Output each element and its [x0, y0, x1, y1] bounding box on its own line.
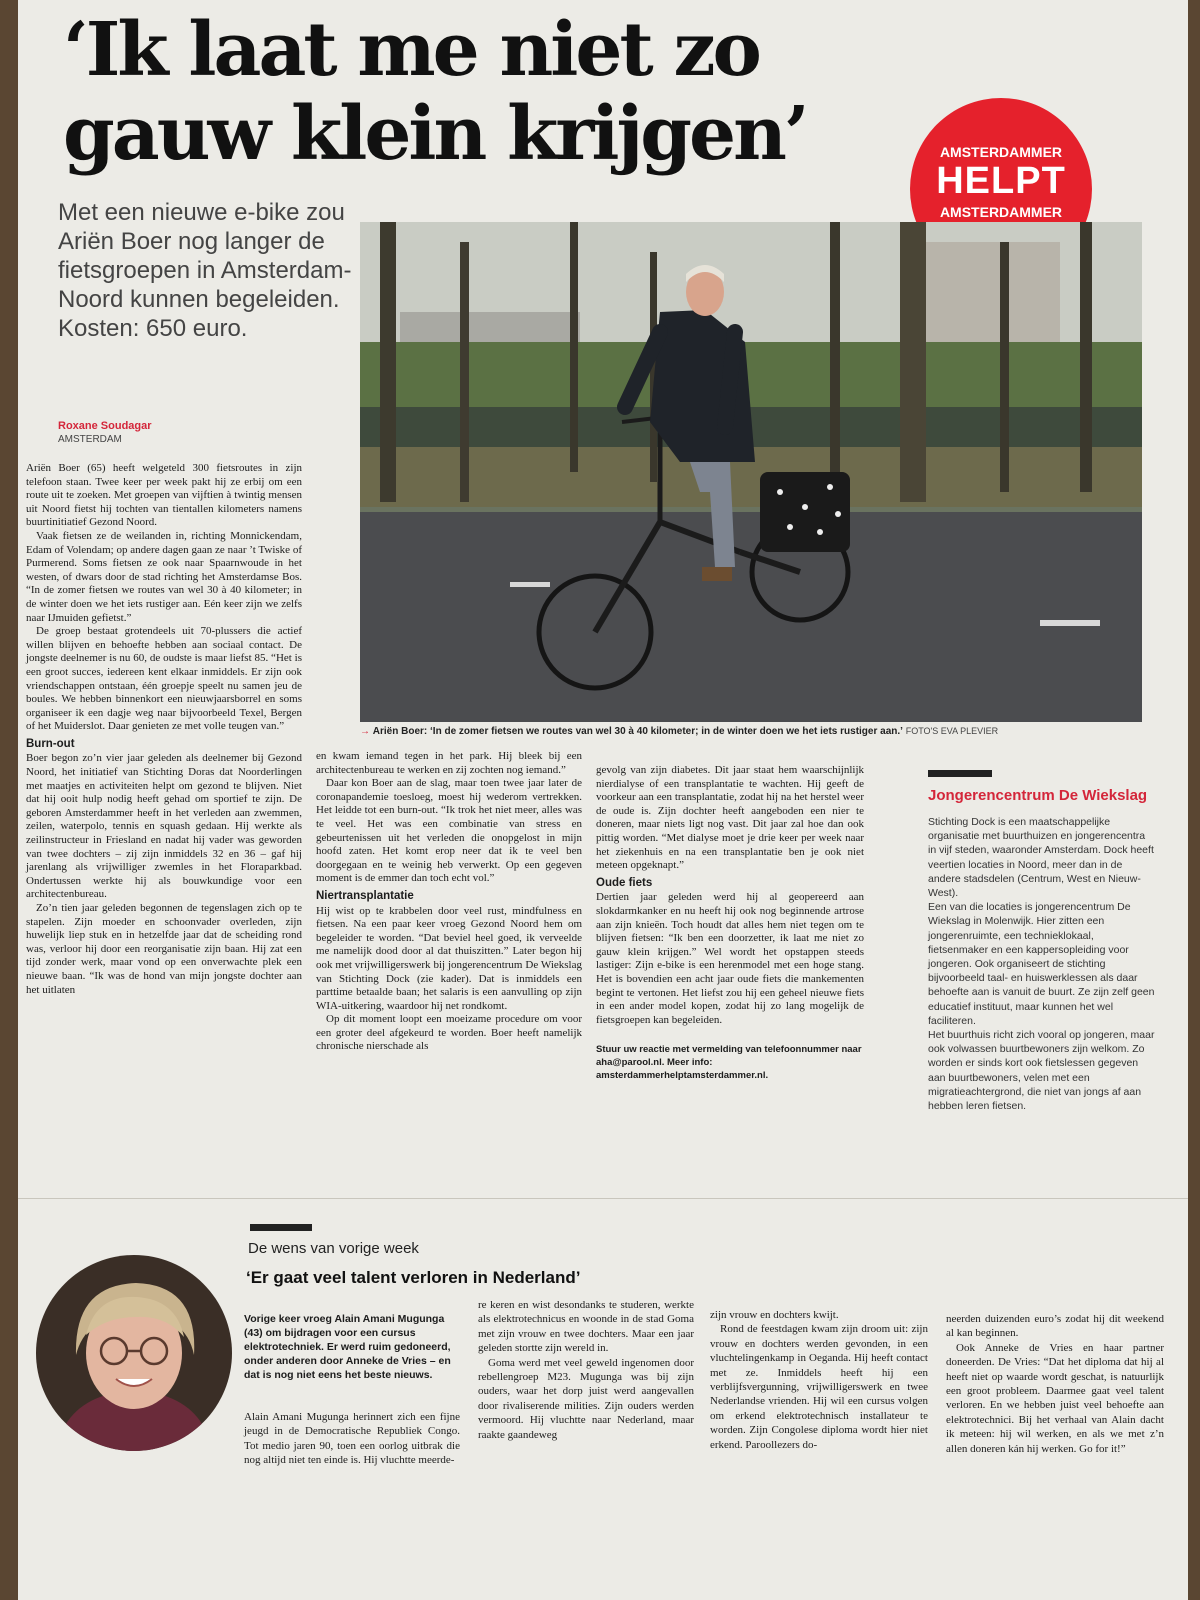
article-paragraph: Ariën Boer (65) heeft welgeteld 300 fietsroutes in zijn telefoon staan. Twee keer per week pakt hij ze erbij om een route uit te zoeken. Met groepen van vijftien à twintig mensen uit Noord fietst hij tochten van tientallen kilometers namens buurtinitiatief Gezond Noord.: [26, 462, 302, 529]
sidebar-box: [928, 770, 1156, 1113]
caption-arrow-icon: →: [360, 726, 370, 737]
article-paragraph: Boer begon zo’n vier jaar geleden als deelnemer bij Gezond Noord, het initiatief van Stichting Doras dat Noorderlingen met maatjes en activiteiten helpt om gezond te blijven. Niet dat hij ooit hulp nodig heeft gehad om sportief te zijn. De geboren Amsterdammer heeft in het verleden aan zwemmen, zeilen, waterpolo, tennis en squash gedaan. Hij werkte als zeilinstructeur in Friesland en nadat hij vader was geworden van twee dochters – zij zijn inmiddels 32 en 36 – gaf hij jarenlang als vrijwilliger zwemles in het Floraparkbad. Ondertussen werkte hij als bouwkundige voor een architectenbureau.: [26, 752, 302, 901]
section-divider: [18, 1198, 1188, 1199]
wens-paragraph: Rond de feestdagen kwam zijn droom uit: zijn vrouw en dochters werden gevonden, in een vluchtelingenkamp in Oeganda. Hij heeft contact met ze. Inmiddels heeft hij een verblijfsvergunning, vrijwilligerswerk en twee Nederlandse vrienden. Hij wil een cursus volgen om erkend elektrotechnisch installateur te worden. Zijn Congolese diploma wordt hier niet erkend. Paroollezers do-: [710, 1323, 928, 1451]
article-paragraph: Zo’n tien jaar geleden begonnen de tegenslagen zich op te stapelen. Zijn moeder en schoonvader overleden, zijn huwelijk liep stuk en in hetzelfde jaar dat de scheiding rond was, verloor hij door een reorganisatie zijn baan. Hij zat een tijd zonder werk, maar vond op een onverwachte plek een nieuwe baan. “Ik was de hond van mijn jongste dochter aan het uitlaten: [26, 902, 302, 996]
article-paragraph: en kwam iemand tegen in het park. Hij bleek bij een architectenbureau te werken en zij zochten nog iemand.”: [316, 750, 582, 776]
article-column-2: [316, 750, 582, 1054]
byline-author: Roxane Soudagar: [58, 420, 152, 432]
cyclist-photo-illustration: [360, 222, 1142, 722]
article-column-1: [26, 462, 302, 997]
photo-caption: [360, 726, 1142, 737]
wens-title: ‘Er gaat veel talent verloren in Nederland’: [246, 1268, 581, 1287]
portrait-illustration: [36, 1255, 232, 1451]
badge-line-1: AMSTERDAMMER: [939, 144, 1063, 160]
subheading-oude-fiets: Oude fiets: [596, 876, 653, 889]
article-paragraph: Hij wist op te krabbelen door veel rust, mindfulness en fietsen. Na een paar keer vroeg Gezond Noord hem om begeleider te worden. “Dat beviel heel goed, ik verveelde me namelijk dood door al dat thuiszitten.” Later begon hij ook met vrijwilligerswerk bij jongerencentrum De Wiekslag van Stichting Dock (zie kader). Dat is inmiddels een parttime betaalde baan; het salaris is een aanvulling op zijn WIA-uitkering, waardoor hij net rondkomt.: [316, 904, 582, 1012]
byline: [58, 420, 152, 445]
wens-paragraph: Goma werd met veel geweld ingenomen door rebellengroep M23. Mugunga was bij zijn ouders, waar het dorp juist werd aangevallen door rivaliserende milities. Zijn ouders werden vermoord. Hij vluchtte naar Nederland, maar raakte gaandeweg: [478, 1356, 694, 1441]
subheading-niertransplantatie: Niertransplantatie: [316, 889, 414, 902]
caption-text: Ariën Boer: ‘In de zomer fietsen we routes van wel 30 à 40 kilometer; in de winter doen we het iets rustiger aan.’: [372, 726, 903, 737]
byline-place: AMSTERDAM: [58, 434, 122, 445]
subheading-burn-out: Burn-out: [26, 737, 75, 750]
wens-paragraph: Ook Anneke de Vries en haar partner doneerden. De Vries: “Dat het diploma dat hij al heeft niet op waarde wordt geschat, is natuurlijk een groot probleem. Daarmee gaat veel talent verloren. En we hebben juist veel behoefte aan elektrotechnici. Bij het verhaal van Alain dacht ik meteen: hij wil werken, en als we met z’n allen doneren kán hij werken. Go for it!”: [946, 1341, 1164, 1455]
sidebar-box-paragraph: Stichting Dock is een maatschappelijke organisatie met buurthuizen en jongerencentra in vijf steden, waaronder Amsterdam. Dock heeft veertien locaties in Noord, meer dan in de andere stadsdelen (Centrum, West en Nieuw-West).: [928, 816, 1154, 900]
wens-column-2: [478, 1298, 694, 1442]
article-paragraph: De groep bestaat grotendeels uit 70-plussers die actief willen blijven en behoefte hebben aan sociaal contact. De jongste deelnemer is nu 60, de oudste is maar liefst 85. “Het is een groot succes, iedereen kent elkaar inmiddels. Er zijn ook vriendschappen ontstaan, één groepje speelt nu samen jeu de boules. We hebben binnenkort een nieuwjaarsborrel en soms organiseer ik een dagje weg naar bijvoorbeeld Texel, Bergen of het Muiderslot. Daar genieten ze met volle teugen van.”: [26, 625, 302, 733]
photo-credit: FOTO'S EVA PLEVIER: [905, 726, 999, 736]
cyclist-photo: [360, 222, 1142, 722]
article-column-3: [596, 764, 864, 1082]
sidebar-box-paragraph: Een van die locaties is jongerencentrum De Wiekslag in Molenwijk. Hier zitten een jongerenruimte, een technieklokaal, fietsenmaker en een kappersopleiding voor jongeren. Ook organiseert de stichting bijvoorbeeld taal- en huiswerklessen als daar behoefte aan is vanuit de buurt. Ze zijn zelf geen educatief instituut, maar kunnen het wel faciliteren.: [928, 901, 1155, 1027]
wens-paragraph: neerden duizenden euro’s zodat hij dit weekend al kan beginnen.: [946, 1313, 1164, 1340]
contact-note: Stuur uw reactie met vermelding van telefoonnummer naar aha@parool.nl. Meer info: amsterdammerhelptamsterdammer.nl.: [596, 1044, 862, 1082]
sidebar-box-paragraph: Het buurthuis richt zich vooral op jongeren, maar ook volwassen buurtbewoners zijn welkom. Zo worden er sinds kort ook fietslessen gegeven aan buurtbewoners, velen met een migratieachtergrond, die niet van jongs af aan hebben leren fietsen.: [928, 1029, 1155, 1113]
wens-paragraph: zijn vrouw en dochters kwijt.: [710, 1309, 839, 1321]
article-paragraph: Op dit moment loopt een moeizame procedure om voor een groter deel afgekeurd te worden. Boer heeft namelijk chronische nierschade als: [316, 1013, 582, 1053]
sidebar-box-bar: [928, 770, 992, 777]
article-paragraph: gevolg van zijn diabetes. Dit jaar staat hem waarschijnlijk nierdialyse of een transplantatie te wachten. Hij geeft de voorkeur aan een transplantatie, zodat hij na het herstel weer de oude is. Zijn dochter heeft aangeboden een nier te doneren, maar niets ligt nog vast. Dit jaar zal hoe dan ook pittig worden. “Met dialyse moet je drie keer per week naar het ziekenhuis en na een transplantatie ben je ook niet meteen opgeknapt.”: [596, 764, 864, 872]
sidebar-box-title: Jongerencentrum De Wiekslag: [928, 787, 1148, 804]
newspaper-page: [18, 0, 1188, 1600]
badge-line-3: AMSTERDAMMER: [939, 204, 1063, 220]
headline: ‘Ik laat me niet zo gauw klein krijgen’: [63, 7, 807, 177]
wens-column-1: [244, 1410, 460, 1468]
wens-lead: Vorige keer vroeg Alain Amani Mugunga (43) om bijdragen voor een cursus elektrotechniek. Er werd ruim gedoneerd, onder anderen door Anneke de Vries – en dat is nog niet eens het beste nieuws.: [244, 1313, 451, 1381]
wens-paragraph: re keren en wist desondanks te studeren, werkte als elektrotechnicus en woonde in de stad Goma met zijn vrouw en twee dochters. Maar een jaar geleden stortte zijn wereld in.: [478, 1299, 694, 1355]
wens-kicker: De wens van vorige week: [248, 1240, 419, 1257]
wens-column-3: [710, 1308, 928, 1452]
article-paragraph: Daar kon Boer aan de slag, maar toen twee jaar later de coronapandemie toesloeg, moest hij wederom vertrekken. Het leidde tot een burn-out. “Ik trok het niet meer, alles was te veel. Het was een combinatie van stress en gebeurtenissen uit het verleden die onopgelost in mijn hoofd zaten. Het komt erop neer dat ik te veel ben doorgegaan en te weinig heb verwerkt. Op een gegeven moment is de emmer dan toch echt vol.”: [316, 777, 582, 885]
badge-line-2: HELPT: [936, 160, 1066, 202]
article-paragraph: Vaak fietsen ze de weilanden in, richting Monnickendam, Edam of Volendam; op andere dagen gaan ze naar ’t Twiske of Purmerend. Soms fietsen ze ook naar Spaarnwoude in het westen, of dwars door de stad richting het Amsterdamse Bos. “In de zomer fietsen we routes van wel 30 à 40 kilometer; in de winter doen we het iets rustiger aan. Eén keer zijn we zelfs naar IJmuiden gefietst.”: [26, 529, 302, 624]
portrait-photo: [36, 1255, 232, 1451]
wens-column-4: [946, 1312, 1164, 1456]
wens-bar: [250, 1224, 312, 1231]
wens-paragraph: Alain Amani Mugunga herinnert zich een fijne jeugd in de Democratische Republiek Congo. Tot medio jaren 90, toen een oorlog uitbrak die nog altijd niet ten einde is. Hij vluchtte meerde-: [244, 1411, 460, 1467]
article-paragraph: Dertien jaar geleden werd hij al geopereerd aan slokdarmkanker en nu heeft hij ook nog beginnende artrose aan zijn knieën. Toch houdt dat alles hem niet tegen om te blijven fietsen: “Ik ben een doorzetter, ik laat me niet zo gauw klein krijgen.” Wel wordt het opstappen steeds lastiger: Zijn e-bike is een herenmodel met een hoge stang. Het is bovendien een acht jaar oude fiets die mankementen begint te vertonen. Het liefst zou hij een geheel nieuwe fiets in een ander model kopen, zodat hij zo lang mogelijk de fietsgroepen kan begeleiden.: [596, 891, 864, 1026]
intro-text: Met een nieuwe e-bike zou Ariën Boer nog langer de fietsgroepen in Amsterdam-Noord kunnen begeleiden. Kosten: 650 euro.: [58, 199, 352, 342]
